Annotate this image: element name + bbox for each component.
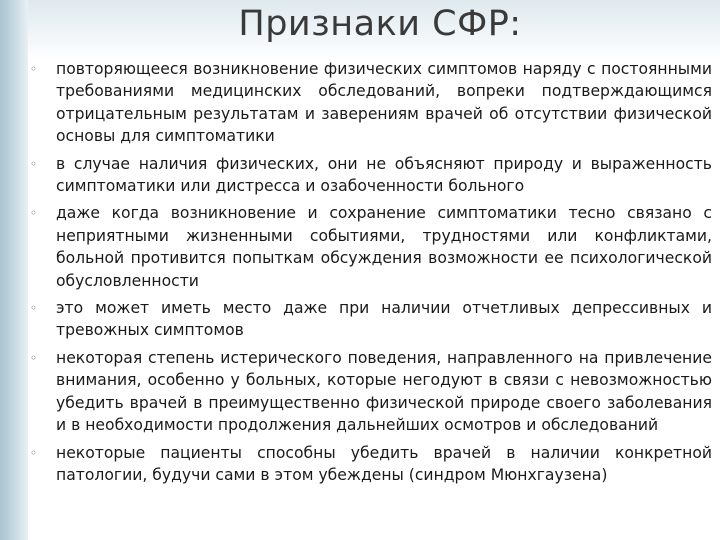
list-item-text: повторяющееся возникновение физических симптомов наряду с постоянными требованиями медицинских обследований, вопреки подтверждающимся отрицательным результатам и заверениям врачей об отсутствии физической основы для симптоматики: [56, 60, 712, 146]
list-item-text: некоторая степень истерического поведения, направленного на привлечение внимания, особенно у больных, которые негодуют в связи с невозможностью убедить врачей в преимущественно физической природе своего заболевания и в необходимости продолжения дальнейших осмотров и обследований: [56, 348, 712, 435]
bullet-icon: ◦: [30, 206, 38, 221]
bullet-icon: ◦: [30, 62, 38, 76]
list-item: [30, 297, 712, 342]
bullet-icon: ◦: [30, 156, 38, 171]
list-item: [30, 58, 712, 148]
list-item: [30, 442, 712, 487]
left-decorative-band: [0, 0, 28, 540]
bullet-icon: ◦: [30, 301, 38, 316]
symptom-list: [30, 58, 712, 491]
list-item-text: в случае наличия физических, они не объясняют природу и выраженность симптоматики или дистресса и озабоченности больного: [56, 154, 712, 196]
list-item: [30, 153, 712, 198]
list-item-text: даже когда возникновение и сохранение симптоматики тесно связано с неприятными жизненными событиями, трудностями или конфликтами, больной противится попыткам обсуждения возможности ее психологической обусловленности: [56, 204, 712, 290]
list-item: [30, 347, 712, 437]
slide-title: Признаки СФР:: [238, 4, 522, 44]
list-item-text: это может иметь место даже при наличии отчетливых депрессивных и тревожных симптомов: [56, 299, 712, 340]
list-item: [30, 202, 712, 292]
bullet-icon: ◦: [30, 350, 38, 365]
bullet-icon: ◦: [30, 445, 38, 460]
list-item-text: некоторые пациенты способны убедить врачей в наличии конкретной патологии, будучи сами в этом убеждены (синдром Мюнхгаузена): [56, 443, 712, 484]
